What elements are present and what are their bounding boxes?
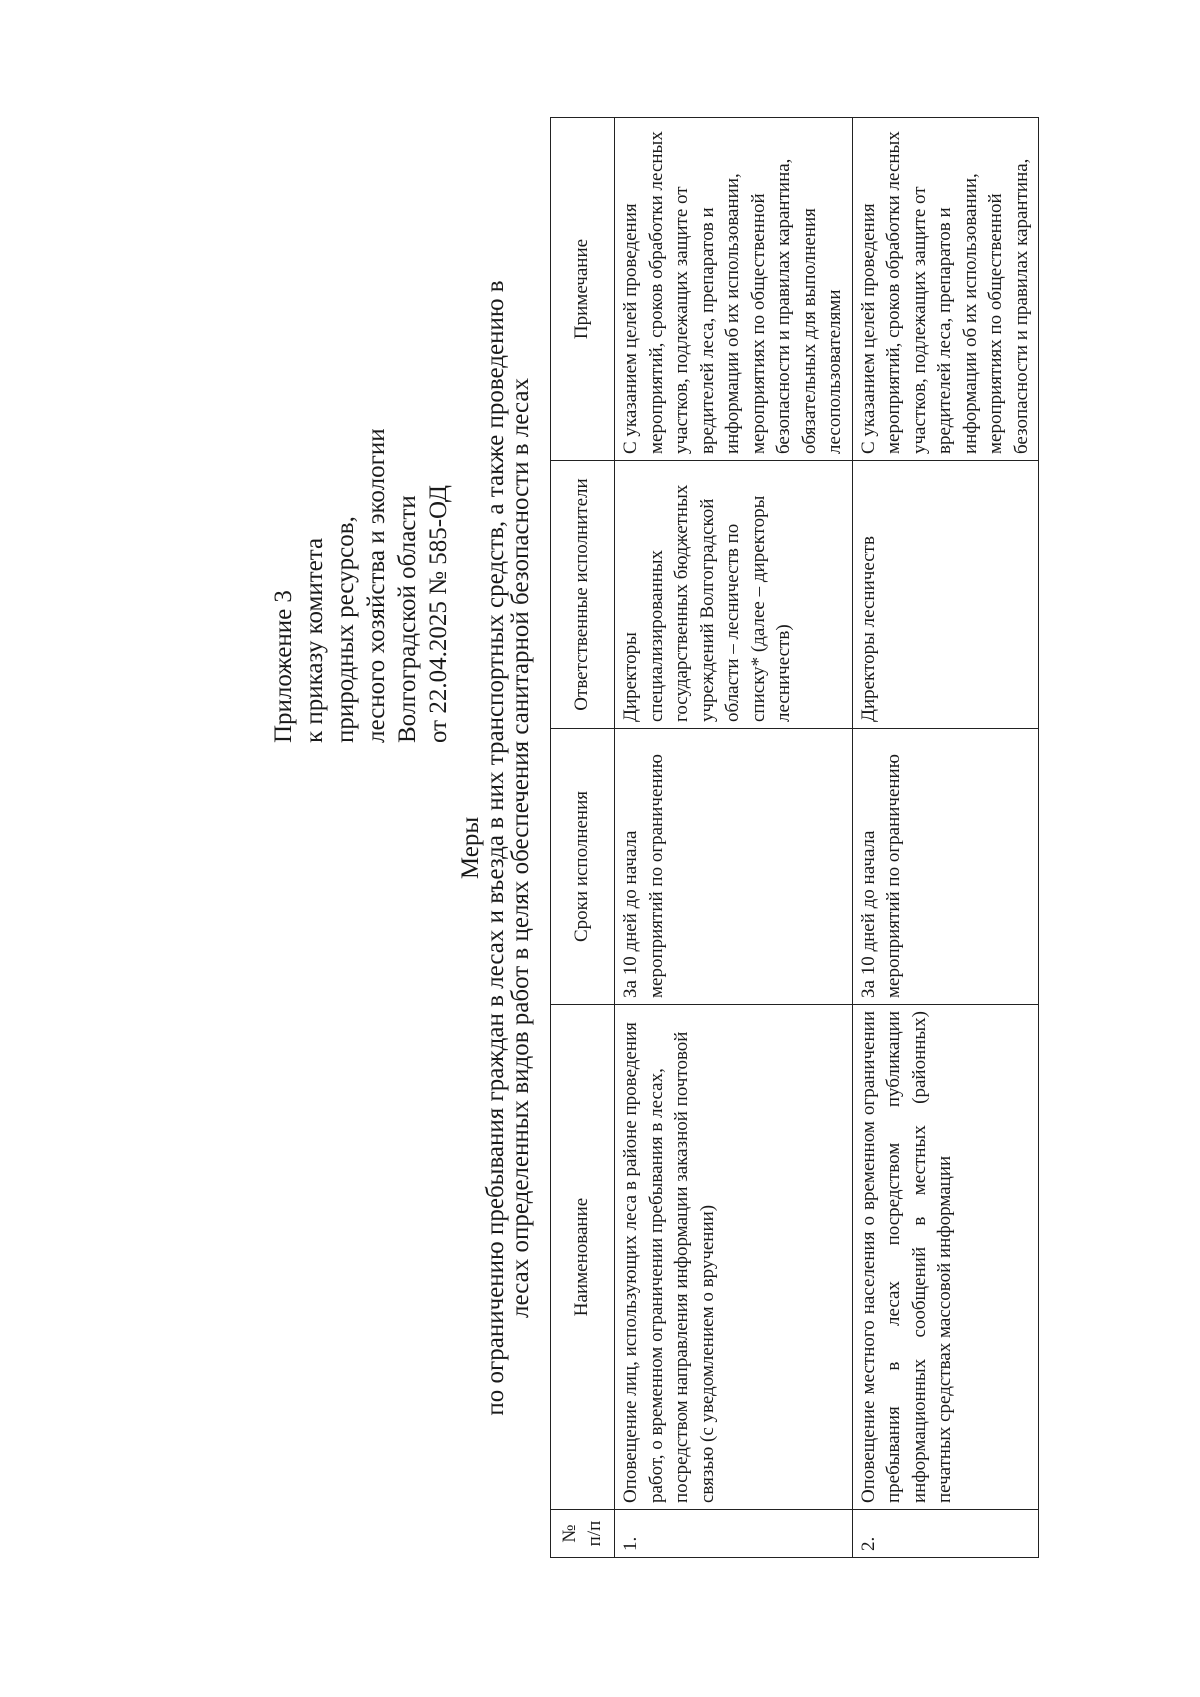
appendix-line: лесного хозяйства и экологии bbox=[363, 428, 390, 743]
cell-name: Оповещение лиц, использующих леса в районе проведения работ, о временном ограничении пребывания в лесах, посредством направления информации заказной почтовой связью (с уведомлением о вручении) bbox=[615, 1005, 853, 1510]
cell-name: Оповещение местного населения о временном ограничении пребывания в лесах посредством публикации информационных сообщений в местных (районных) печатных средствах массовой информации bbox=[852, 1005, 1039, 1510]
header-responsible: Ответственные исполнители bbox=[551, 461, 615, 729]
cell-num: 1. bbox=[615, 1510, 853, 1558]
document-title bbox=[458, 148, 533, 1548]
table-row bbox=[852, 118, 1039, 1558]
cell-term: За 10 дней до начала мероприятий по ограничению bbox=[615, 729, 853, 1005]
table-row bbox=[615, 118, 853, 1558]
cell-responsible: Директоры специализированных государственных бюджетных учреждений Волгоградской области – лесничеств по списку* (далее – директоры лесничеств) bbox=[615, 461, 853, 729]
title-line: лесах определенных видов работ в целях обеспечения санитарной безопасности в лесах bbox=[507, 378, 534, 1318]
appendix-line: от 22.04.2025 № 585-ОД bbox=[425, 485, 452, 743]
appendix-line: Приложение 3 bbox=[270, 590, 297, 743]
appendix-line: Волгоградской области bbox=[394, 495, 421, 743]
appendix-reference bbox=[268, 103, 454, 743]
cell-note: С указанием целей проведения мероприятий, сроков обработки лесных участков, подлежащих защите от вредителей леса, препаратов и информации об их использовании, мероприятиях по общественной безопасности и правилах карантина, bbox=[852, 118, 1039, 461]
cell-term: За 10 дней до начала мероприятий по ограничению bbox=[852, 729, 1039, 1005]
cell-responsible: Директоры лесничеств bbox=[852, 461, 1039, 729]
table-header-row bbox=[551, 118, 615, 1558]
cell-note: С указанием целей проведения мероприятий, сроков обработки лесных участков, подлежащих защите от вредителей леса, препаратов и информации об их использовании, мероприятиях по общественной безопасности и правилах карантина, обязательных для выполнения лесопользователями bbox=[615, 118, 853, 461]
header-term: Сроки исполнения bbox=[551, 729, 615, 1005]
appendix-line: природных ресурсов, bbox=[332, 516, 359, 743]
rotated-landscape-page bbox=[150, 78, 1050, 1618]
cell-num: 2. bbox=[852, 1510, 1039, 1558]
appendix-line: к приказу комитета bbox=[301, 537, 328, 743]
measures-table bbox=[550, 117, 1039, 1558]
header-note: Примечание bbox=[551, 118, 615, 461]
title-heading: Меры bbox=[457, 816, 484, 880]
header-name: Наименование bbox=[551, 1005, 615, 1510]
header-num: № п/п bbox=[551, 1510, 615, 1558]
title-line: по ограничению пребывания граждан в лесах и въезда в них транспортных средств, а также проведению в bbox=[482, 280, 509, 1416]
